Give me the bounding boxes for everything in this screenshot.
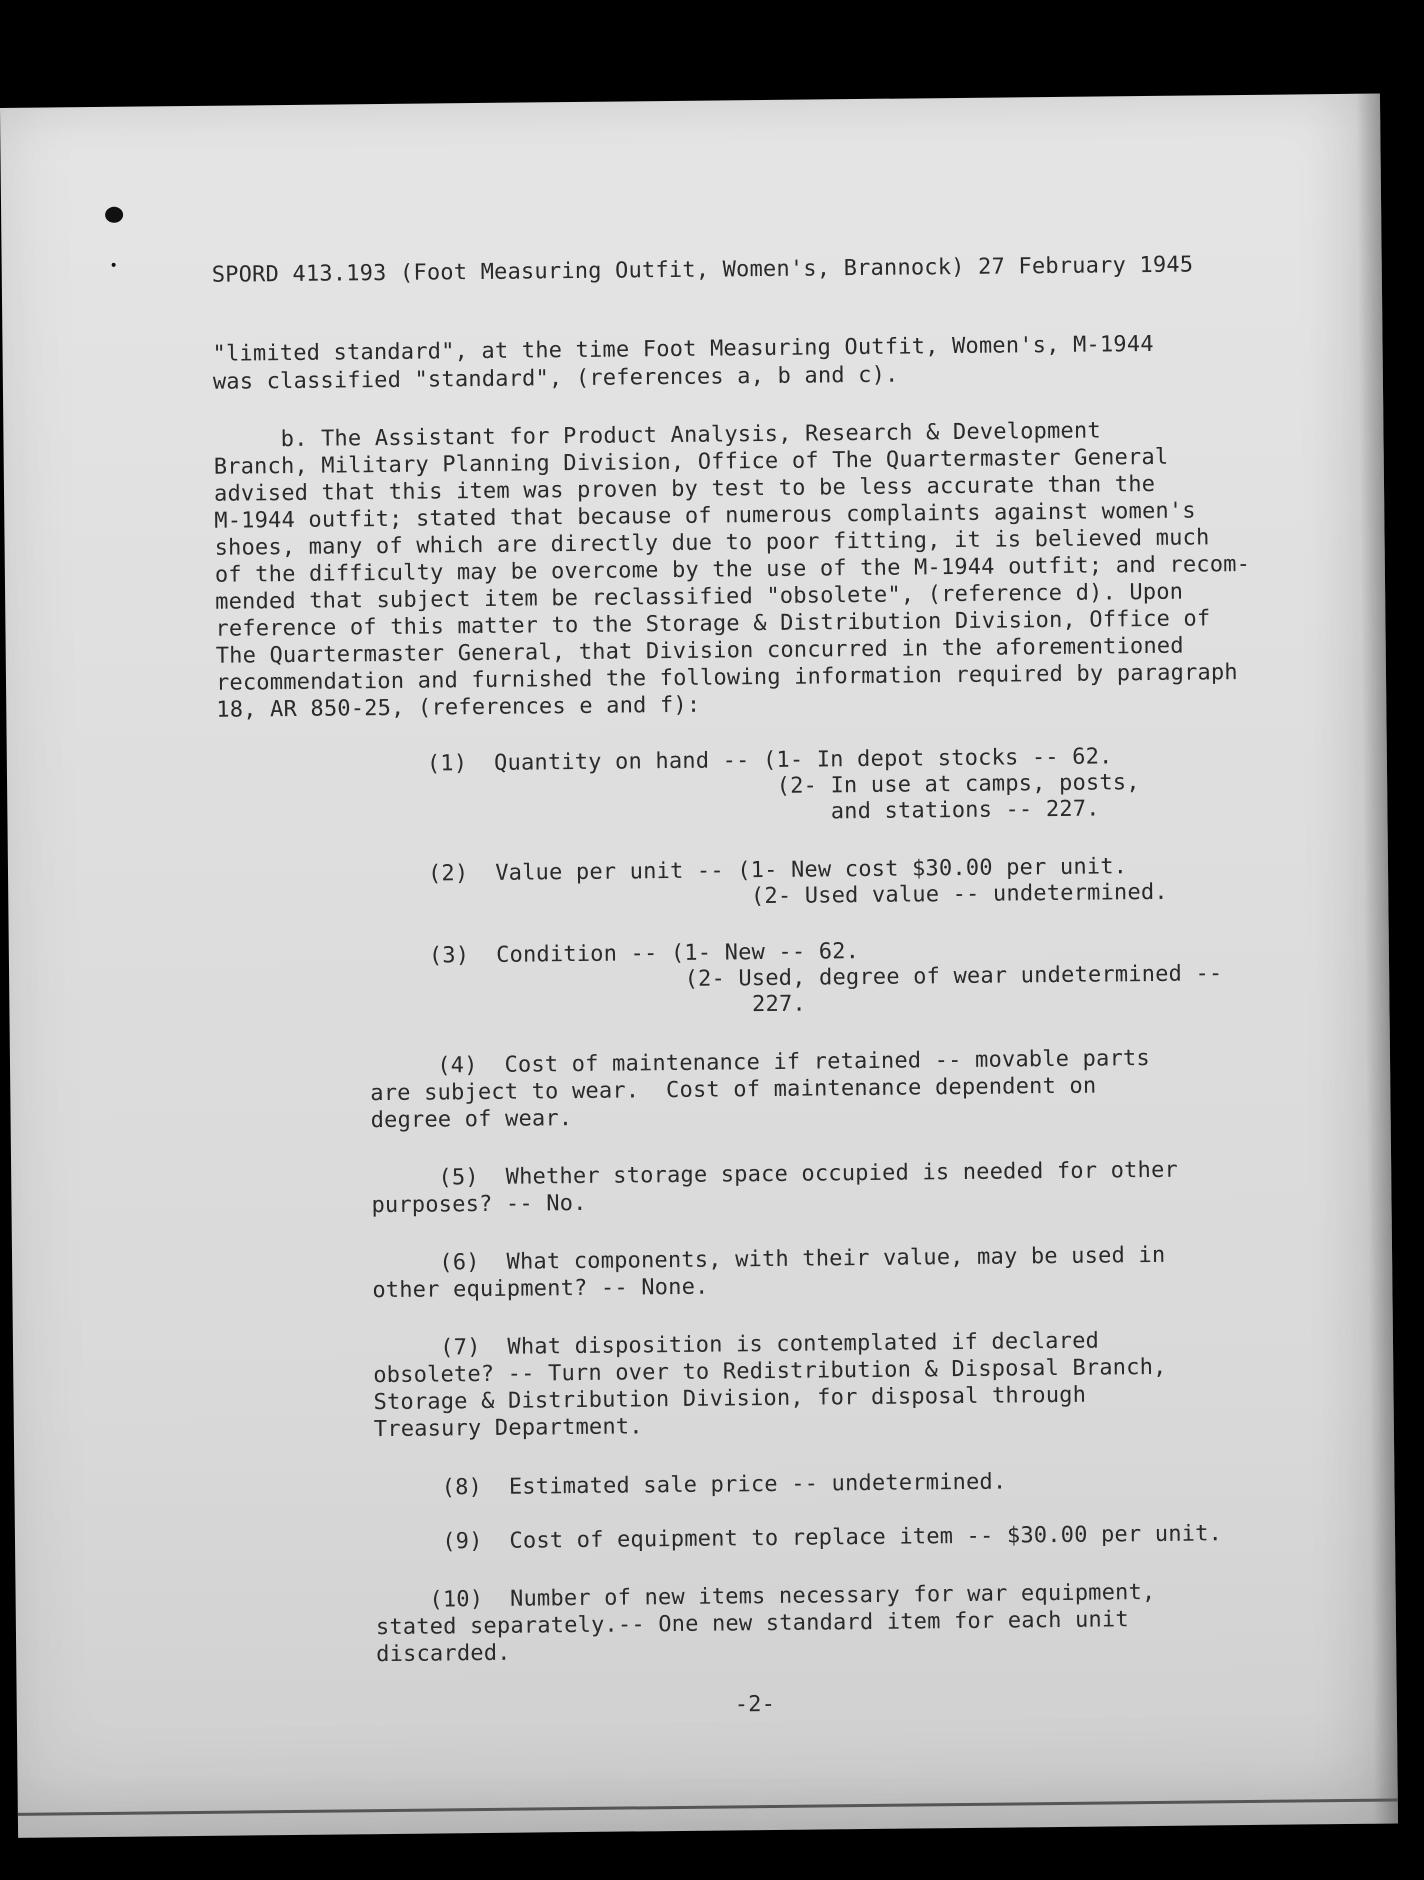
text-line: (2- In use at camps, posts, (427, 770, 1140, 803)
text-line: was classified "standard", (references a, b and c). (212, 362, 899, 395)
page-bottom-rule (18, 1798, 1398, 1815)
text-line: reference of this matter to the Storage & Distribution Division, Office of (215, 606, 1211, 642)
text-line: advised that this item was proven by test to be less accurate than the (213, 471, 1156, 507)
text-line: are subject to wear. Cost of maintenance dependent on (370, 1073, 1097, 1107)
text-line: stated separately.-- One new standard item for each unit (375, 1607, 1129, 1641)
document-page (0, 94, 1398, 1838)
text-line: 227. (429, 991, 807, 1021)
text-line: (10) Number of new items necessary for war equipment, (375, 1579, 1156, 1614)
ink-speck (112, 263, 116, 267)
text-line: (1) Quantity on hand -- (1- In depot stocks -- 62. (426, 744, 1113, 777)
text-line: The Quartermaster General, that Division concurred in the aforementioned (215, 633, 1184, 669)
text-line: (7) What disposition is contemplated if declared (372, 1328, 1100, 1362)
text-line: 18, AR 850-25, (references e and f): (216, 692, 701, 723)
text-line: (2- Used value -- undetermined. (428, 879, 1168, 913)
text-line: of the difficulty may be overcome by the use of the M-1944 outfit; and recom- (214, 551, 1251, 588)
text-line: "limited standard", at the time Foot Measuring Outfit, Women's, M-1944 (212, 331, 1154, 367)
text-line: b. The Assistant for Product Analysis, Research & Development (213, 418, 1101, 453)
text-line: obsolete? -- Turn over to Redistribution & Disposal Branch, (373, 1354, 1167, 1389)
text-line: (9) Cost of equipment to replace item -- $30.00 per unit. (374, 1521, 1223, 1556)
text-line: mended that subject item be reclassified "obsolete", (reference d). Upon (215, 579, 1184, 615)
text-line: (3) Condition -- (1- New -- 62. (428, 939, 860, 969)
text-line: discarded. (376, 1640, 511, 1668)
ink-blot (105, 207, 123, 223)
text-line: M-1944 outfit; stated that because of numerous complaints against women's (214, 498, 1196, 534)
text-line: (5) Whether storage space occupied is needed for other (371, 1157, 1179, 1192)
text-line: (6) What components, with their value, may be used in (371, 1242, 1166, 1277)
text-line: shoes, many of which are directly due to poor fitting, it is believed much (214, 525, 1210, 561)
text-line: degree of wear. (370, 1106, 573, 1134)
text-line: (2- Used, degree of wear undetermined -- (429, 961, 1223, 995)
page-number: -2- (734, 1691, 776, 1718)
text-line: Storage & Distribution Division, for disposal through (373, 1382, 1087, 1416)
text-line: (4) Cost of maintenance if retained -- movable parts (369, 1046, 1150, 1080)
text-line: Branch, Military Planning Division, Office of The Quartermaster General (213, 444, 1169, 480)
text-line: (2) Value per unit -- (1- New cost $30.00 per unit. (427, 854, 1128, 887)
text-line: purposes? -- No. (371, 1190, 587, 1219)
header-reference: SPORD 413.193 (Foot Measuring Outfit, Women's, Brannock) 27 February 1945 (211, 252, 1194, 288)
text-line: other equipment? -- None. (372, 1274, 709, 1304)
page-edge-shadow (1356, 94, 1398, 1824)
text-line: (8) Estimated sale price -- undetermined. (374, 1469, 1007, 1502)
text-line: Treasury Department. (373, 1414, 643, 1443)
text-line: recommendation and furnished the following information required by paragraph (215, 660, 1238, 696)
text-line: and stations -- 227. (427, 796, 1100, 829)
